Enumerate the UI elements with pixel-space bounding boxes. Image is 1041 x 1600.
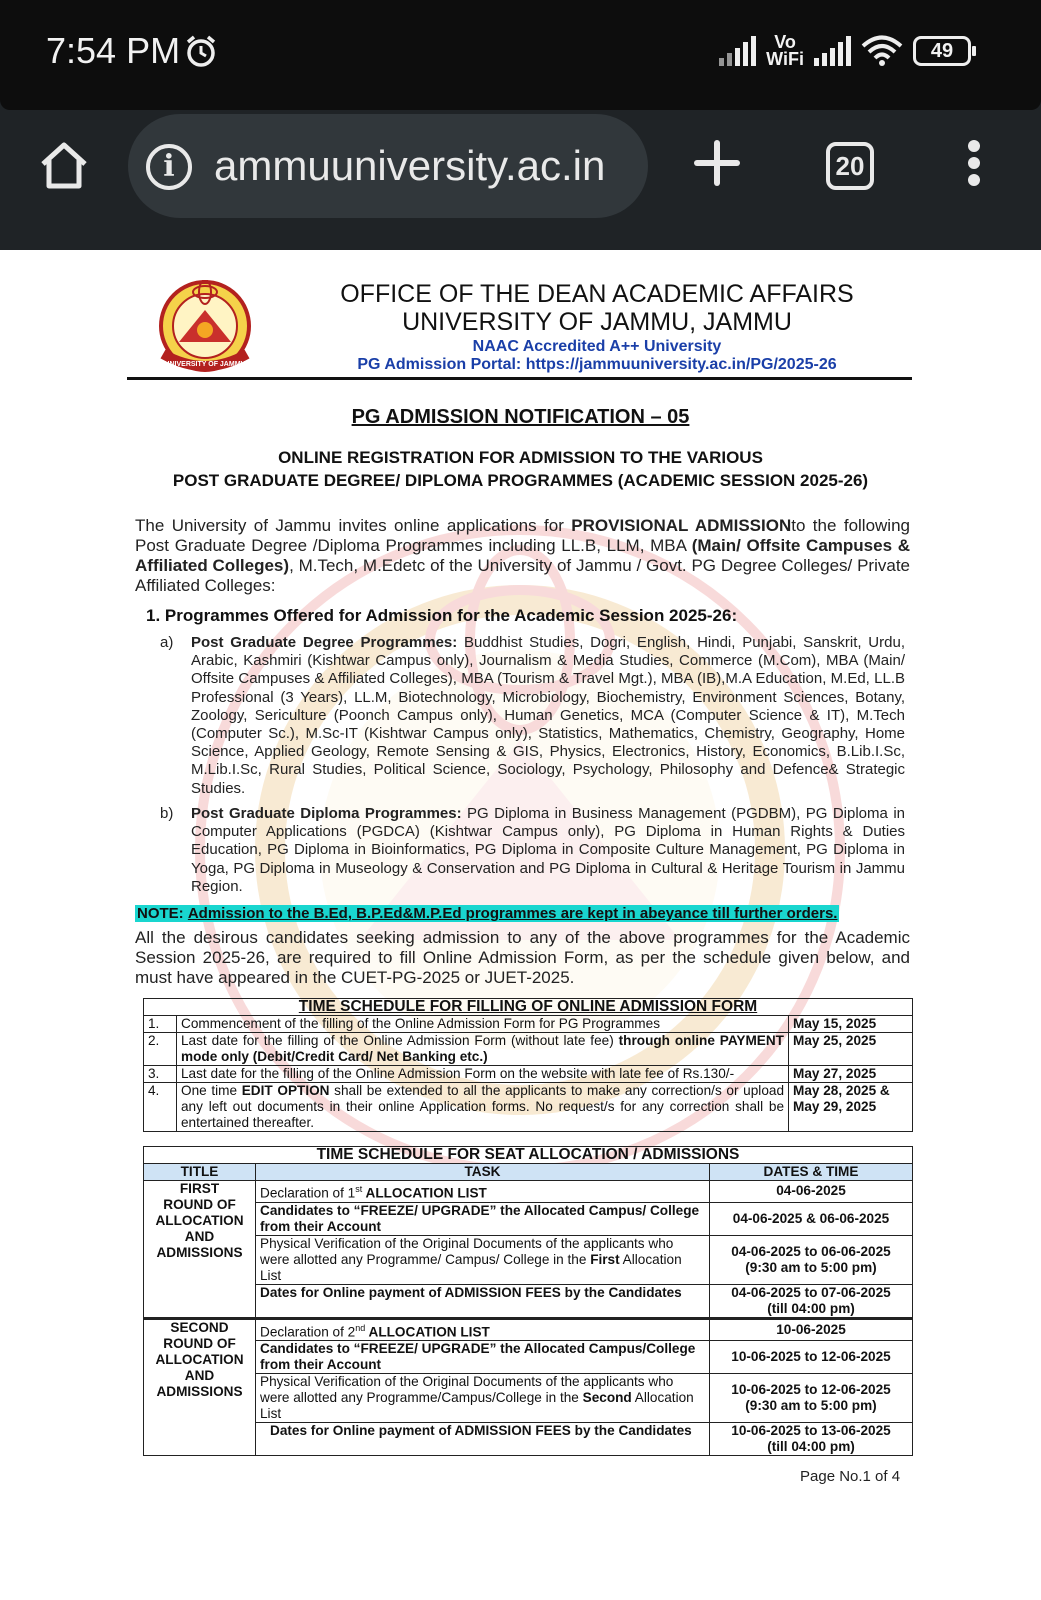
office-title: OFFICE OF THE DEAN ACADEMIC AFFAIRS <box>340 280 854 308</box>
table-row: 1. Commencement of the filling of the Online Admission Form for PG Programmes May 15, 2025 <box>144 1016 913 1033</box>
table-caption: TIME SCHEDULE FOR SEAT ALLOCATION / ADMISSIONS <box>144 1147 913 1164</box>
table-caption: TIME SCHEDULE FOR FILLING OF ONLINE ADMISSION FORM <box>144 999 913 1016</box>
status-time: 7:54 PM <box>46 30 181 71</box>
overflow-menu-icon[interactable] <box>968 140 982 190</box>
status-bar <box>0 0 1041 100</box>
new-tab-icon[interactable] <box>694 140 740 186</box>
address-bar[interactable] <box>128 114 648 218</box>
site-info-icon[interactable]: i <box>146 144 192 190</box>
table-row: Candidates to “FREEZE/ UPGRADE” the Allocated Campus/ College from their Account 04-06-2025 & 06-06-2025 <box>144 1202 913 1235</box>
notification-title: PG ADMISSION NOTIFICATION – 05 <box>351 406 690 428</box>
second-round-title: SECOND ROUND OF ALLOCATION AND ADMISSIONS <box>144 1318 256 1456</box>
note-highlight: NOTE: Admission to the B.Ed, B.P.Ed&M.P.Ed programmes are kept in abeyance till further orders. <box>137 905 838 922</box>
intro-paragraph: The University of Jammu invites online applications for PROVISIONAL ADMISSIONto the following Post Graduate Degree /Diploma Programmes including LL.B, LLM, MBA (Main/ Offsite Campuses & Affiliated Colleges), M.Tech, M.Edetc of the University of Jammu / Govt. PG Degree Colleges/ Private Affiliated Colleges: <box>135 516 910 595</box>
battery-indicator: 49 <box>913 36 971 66</box>
signal-strength-icon <box>719 36 756 66</box>
notification-subtitle: ONLINE REGISTRATION FOR ADMISSION TO THE VARIOUS POST GRADUATE DEGREE/ DIPLOMA PROGRAMMES (ACADEMIC SESSION 2025-26) <box>172 448 869 490</box>
page-number: Page No.1 of 4 <box>800 1468 901 1485</box>
naac-accreditation: NAAC Accredited A++ University <box>472 338 722 355</box>
table-row: Candidates to “FREEZE/ UPGRADE” the Allocated Campus/College from their Account 10-06-2025 to 12-06-2025 <box>144 1341 913 1374</box>
browser-toolbar <box>0 100 1041 250</box>
university-logo <box>155 280 255 375</box>
table-row: FIRST ROUND OF ALLOCATION AND ADMISSIONS Declaration of 1st ALLOCATION LIST 04-06-2025 <box>144 1181 913 1203</box>
admission-form-schedule-table <box>143 998 913 1132</box>
section-heading: 1. Programmes Offered for Admission for the Academic Session 2025-26: <box>146 606 738 625</box>
university-name: UNIVERSITY OF JAMMU, JAMMU <box>402 308 792 336</box>
status-indicators <box>719 34 971 68</box>
table-row: 2. Last date for the filling of the Online Admission Form (without late fee) through online PAYMENT mode only (Debit/Credit Card/ Net Banking etc.) May 25, 2025 <box>144 1033 913 1066</box>
candidates-paragraph: All the desirous candidates seeking admission to any of the above programmes for the Academic Session 2025-26, are required to fill Online Admission Form, as per the schedule given below, and must have appeared in the CUET-PG-2025 or JUET-2025. <box>135 928 910 987</box>
table-row: Physical Verification of the Original Documents of the applicants who were allotted any Programme/ Campus/ College in the First Allocation List 04-06-2025 to 06-06-2025 (9:30 am to 5:00 pm) <box>144 1235 913 1284</box>
table-row: 4. One time EDIT OPTION shall be extended to all the applicants to make any correction/s or upload any left out documents in their online Application forms. No request/s for any correction shall be entertained thereafter. May 28, 2025 & May 29, 2025 <box>144 1083 913 1132</box>
home-icon[interactable] <box>38 140 90 190</box>
seat-allocation-schedule-table <box>143 1146 913 1456</box>
document-page: UNIVERSITY OF JAMMU OFFICE OF THE DEAN ACADEMIC AFFAIRS UNIVERSITY OF JAMMU, JAMMU NAAC Accredited A++ University PG Admission Portal: https://jammuuniversity.ac.in/PG/2025-26 PG ADMISSION NOTIFICATION – 05 ONLINE REGISTRATION FOR ADMISSION TO THE VARIOUS POST GRADUATE DEGREE/ DIPLOMA PROGRAMMES (ACADEMIC SESSION 2025-26) The University of Jammu invites online applications for PROVISIONAL ADMISSIONto the following Post Graduate Degree /Diploma Programmes including LL.B, LLM, MBA (Main/ Offsite Campuses & Affiliated Colleges), M.Tech, M.Edetc of the University of Jammu / Govt. PG Degree Colleges/ Private Affiliated Colleges: 1. Programmes Offered for Admission for the Academic Session 2025-26: a) Post Graduate Degree Programmes: Buddhist Studies, Dogri, English, Hindi, Punjabi, Sanskrit, Urdu, Arabic, Kashmiri (Kishtwar Campus only), Journalism & Media Studies, Commerce (M.Com), MBA (Main/ Offsite Campuses & Affiliated Colleges), MBA (Tourism & Travel Mgt.), MBA (IB),M.A Education, M.Ed, LL.B Professional (3 Years), LL.M, Biotechnology, Microbiology, Biochemistry, Environment Sciences, Botany, Zoology, Sericulture (Poonch Campus only), Human Genetics, MCA (Computer Science & IT), M.Tech (Computer Sc.), M.Sc-IT (Kishtwar Campus only), Statistics, Mathematics, Chemistry, Geography, Home Science, Applied Geology, Remote Sensing & GIS, Physics, Electronics, History, Economics, B.Lib.I.Sc, M.Lib.I.Sc, Rural Studies, Political Science, Sociology, Psychology, Philosophy and Defence& Strategic Studies. b) Post Graduate Diploma Programmes: PG Diploma in Business Management (PGDBM), PG Diploma in Computer Applications (PGDCA) (Kishtwar Campus only), PG Diploma in Human Rights & Duties Education, PG Diploma in Bioinformatics, PG Diploma in Composite Culture Management, PG Diploma in Yoga, PG Diploma in Museology & Conservation and PG Diploma in Cultural & Heritage Tourism in Jammu Region. NOTE: Admission to the B.Ed, B.P.Ed&M.P.Ed programmes are kept in abeyance till further orders. All the desirous candidates seeking admission to any of the above programmes for the Academic Session 2025-26, are required to fill Online Admission Form, as per the schedule given below, and must have appeared in the CUET-PG-2025 or JUET-2025. TIME SCHEDULE FOR FILLING OF ONLINE ADMISSION FORM 1. Commencement of the filling of the Online Admission Form for PG Programmes May 15, 2025 2. Last date for the filling of the Online Admission Form (without late fee) through online PAYMENT mode only (Debit/Credit Card/ Net Banking etc.) May 25, 2025 3. Last date for the filling of the Online Admission Form on the website with late fee of Rs.130/- May 27, 2025 4. One time EDIT OPTION shall be extended to all the applicants to make any correction/s or upload any left out documents in their online Application forms. No request/s for any correction shall be entertained thereafter. May 28, 2025 & May 29, 2025 TIME SCHEDULE FOR SEAT ALLOCATION / ADMISSIONS TITLE TASK DATES & TIME FIRST ROUND OF ALLOCATION AND ADMISSIONS Declaration of 1st ALLOCATION LIST 04-06-2025 Candidates to “FREEZE/ UPGRADE” the Allocated Campus/ College from their Account 04-06-2025 & 06-06-2025 Physical Verification of the Original Documents of the applicants who were allotted any Programme/ Campus/ College in the First Allocation List 04-06-2025 to 06-06-2025 (9:30 am to 5:00 pm) Dates for Online payment of ADMISSION FEES by the Candidates 04-06-2025 to 07-06-2025 (till 04:00 pm) SECOND ROUND OF ALLOCATION AND ADMISSIONS Declaration of 2nd ALLOCATION LIST 10-06-2025 Candidates to “FREEZE/ UPGRADE” the Allocated Campus/College from their Account 10-06-2025 to 12-06-2025 Physical Verification of the Original Documents of the applicants who were allotted any Programme/Campus/College in the Second Allocation List 10-06-2025 to 12-06-2025 (9:30 am to 5:00 pm) Dates for Online payment of ADMISSION FEES by the Candidates 10-06-2025 to 13-06-2025 (till 04:00 pm) Page No.1 of 4 <box>0 250 1041 1600</box>
table-row: Physical Verification of the Original Documents of the applicants who were allotted any Programme/Campus/College in the Second Allocation List 10-06-2025 to 12-06-2025 (9:30 am to 5:00 pm) <box>144 1374 913 1423</box>
document-header <box>127 280 912 380</box>
tab-switcher-button[interactable]: 20 <box>826 142 874 190</box>
table-row: Dates for Online payment of ADMISSION FEES by the Candidates 10-06-2025 to 13-06-2025 (till 04:00 pm) <box>144 1423 913 1456</box>
admission-portal-link[interactable]: PG Admission Portal: https://jammuuniversity.ac.in/PG/2025-26 <box>357 356 837 373</box>
wifi-icon <box>861 35 903 67</box>
vowifi-label: Vo WiFi <box>766 32 804 69</box>
col-header-task: TASK <box>256 1164 710 1181</box>
table-row: Dates for Online payment of ADMISSION FEES by the Candidates 04-06-2025 to 07-06-2025 (till 04:00 pm) <box>144 1284 913 1318</box>
url-text[interactable]: ammuuniversity.ac.in <box>214 142 606 189</box>
col-header-dates: DATES & TIME <box>710 1164 913 1181</box>
first-round-title: FIRST ROUND OF ALLOCATION AND ADMISSIONS <box>144 1181 256 1319</box>
signal-strength-icon-2 <box>814 36 851 66</box>
alarm-icon <box>184 34 218 68</box>
col-header-title: TITLE <box>144 1164 256 1181</box>
table-row: SECOND ROUND OF ALLOCATION AND ADMISSIONS Declaration of 2nd ALLOCATION LIST 10-06-2025 <box>144 1318 913 1341</box>
svg-text:UNIVERSITY OF JAMMU: UNIVERSITY OF JAMMU <box>164 361 246 368</box>
table-row: 3. Last date for the filling of the Online Admission Form on the website with late fee of Rs.130/- May 27, 2025 <box>144 1066 913 1083</box>
